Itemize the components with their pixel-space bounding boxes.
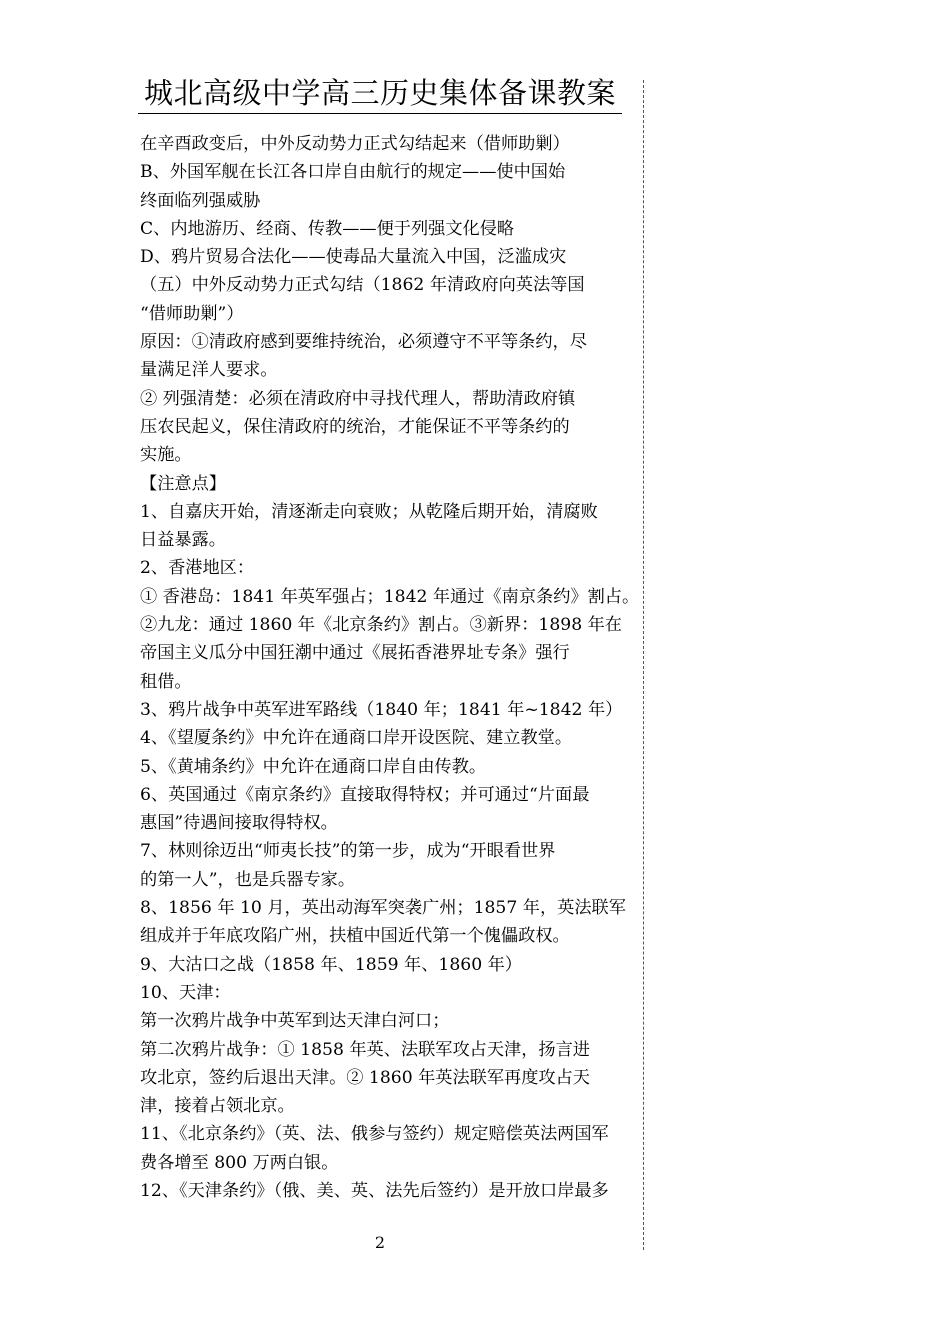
text-line: 3、鸦片战争中英军进军路线（1840 年；1841 年~1842 年） <box>140 699 623 720</box>
text-line: 5、《黄埔条约》中允许在通商口岸自由传教。 <box>140 756 487 777</box>
text-line: 8、1856 年 10 月，英出动海军突袭广州；1857 年，英法联军 <box>140 898 626 919</box>
text-line: 在辛酉政变后，中外反动势力正式勾结起来（借师助剿） <box>140 134 570 154</box>
text-line: 终面临列强威胁 <box>140 190 261 211</box>
text-line: 1、自嘉庆开始，清逐渐走向衰败；从乾隆后期开始，清腐败 <box>140 501 598 522</box>
page-title: 城北高级中学高三历史集体备课教案 <box>143 76 616 110</box>
text-line: B、外国军舰在长江各口岸自由航行的规定——使中国始 <box>140 162 566 183</box>
text-line: C、内地游历、经商、传教——便于列强文化侵略 <box>140 218 515 239</box>
text-line: 7、林则徐迈出“师夷长技”的第一步，成为“开眼看世界 <box>140 841 556 862</box>
title-underline <box>138 113 622 114</box>
body-text <box>140 130 640 1205</box>
text-line: ① 香港岛：1841 年英军强占；1842 年通过《南京条约》割占。 <box>140 586 640 607</box>
text-line: 【注意点】 <box>140 473 226 494</box>
text-line: 帝国主义瓜分中国狂潮中通过《展拓香港界址专条》强行 <box>140 643 570 664</box>
text-line: 津，接着占领北京。 <box>140 1096 295 1117</box>
text-line: 原因：①清政府感到要维持统治，必须遵守不平等条约，尽 <box>140 332 587 353</box>
text-line: 费各增至 800 万两白银。 <box>140 1152 339 1173</box>
text-line: 攻北京，签约后退出天津。② 1860 年英法联军再度攻占天 <box>140 1067 590 1088</box>
text-line: 4、《望厦条约》中允许在通商口岸开设医院、建立教堂。 <box>140 728 573 749</box>
text-line: “借师助剿”） <box>140 303 244 324</box>
text-line: 租借。 <box>140 671 192 692</box>
text-line: 12、《天津条约》（俄、美、英、法先后签约）是开放口岸最多 <box>140 1180 609 1201</box>
text-line: ②九龙：通过 1860 年《北京条约》割占。③新界：1898 年在 <box>140 615 622 636</box>
text-line: 日益暴露。 <box>140 530 226 551</box>
text-line: 的第一人”，也是兵器专家。 <box>140 869 356 890</box>
text-line: 10、天津： <box>140 982 231 1003</box>
text-line: 压农民起义，保住清政府的统治，才能保证不平等条约的 <box>140 416 570 437</box>
text-line: D、鸦片贸易合法化——使毒品大量流入中国，泛滥成灾 <box>140 247 567 268</box>
text-line: 6、英国通过《南京条约》直接取得特权；并可通过“片面最 <box>140 784 590 805</box>
text-line: （五）中外反动势力正式勾结（1862 年清政府向英法等国 <box>140 275 585 296</box>
text-line: 9、大沽口之战（1858 年、1859 年、1860 年） <box>140 954 522 975</box>
text-line: ② 列强清楚：必须在清政府中寻找代理人，帮助清政府镇 <box>140 388 576 409</box>
text-line: 惠国”待遇间接取得特权。 <box>140 813 338 834</box>
page-number: 2 <box>374 1233 386 1252</box>
text-line: 组成并于年底攻陷广州，扶植中国近代第一个傀儡政权。 <box>140 926 570 947</box>
text-line: 第一次鸦片战争中英军到达天津白河口； <box>140 1011 450 1032</box>
text-line: 11、《北京条约》（英、法、俄参与签约）规定赔偿英法两国军 <box>140 1124 609 1145</box>
binding-cut-line <box>643 80 644 1250</box>
text-line: 实施。 <box>140 445 192 466</box>
text-line: 2、香港地区： <box>140 558 255 579</box>
text-line: 第二次鸦片战争：① 1858 年英、法联军攻占天津，扬言进 <box>140 1039 590 1060</box>
text-line: 量满足洋人要求。 <box>140 360 278 381</box>
